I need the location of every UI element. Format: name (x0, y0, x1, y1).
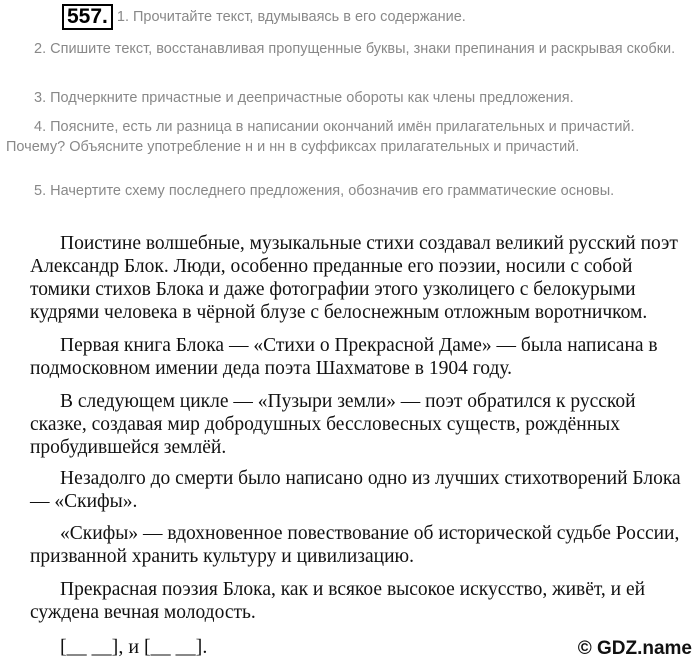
paragraph-5: «Скифы» — вдохновенное повествование об исторической судьбе России, призванной хранить культуру и цивилизацию. (30, 523, 680, 567)
task-3: 3. Подчеркните причастные и деепричастные обороты как члены предложения. (34, 90, 574, 106)
task-2: 2. Спишите текст, восстанавливая пропущенные буквы, знаки препинания и раскрывая скобки. (34, 41, 676, 57)
task-1 (6, 4, 686, 30)
paragraph-3: В следующем цикле — «Пузыри земли» — поэт обратился к русской сказке, создавая мир добродушных бессловесных существ, рождённых пробудившейся землёй. (30, 391, 636, 458)
watermark: © GDZ.name (577, 638, 692, 659)
task-text: 1. Прочитайте текст, вдумываясь в его содержание. (116, 9, 466, 25)
paragraph-6: Прекрасная поэзия Блока, как и всякое высокое искусство, живёт, и ей суждена вечная молодость. (30, 579, 646, 623)
paragraph-1: Поистине волшебные, музыкальные стихи создавал великий русский поэт Александр Блок. Люди, особенно преданные его поэзии, носили с собой томики стихов Блока и даже фотографии этого узколицего с белокурыми кудрями человека в чёрной блузе с белоснежным отложным воротничком. (30, 233, 678, 323)
task-4: 4. Поясните, есть ли разница в написании окончаний имён прилагательных и причастий. Почему? Объясните употребление н и нн в суффиксах прилагательных и причастий. (6, 119, 635, 155)
paragraph-4: Незадолго до смерти было написано одно из лучших стихотворений Блока — «Скифы». (30, 468, 681, 512)
paragraph-2: Первая книга Блока — «Стихи о Прекрасной Даме» — была написана в подмосковном имении деда поэта Шахматове в 1904 году. (30, 335, 658, 379)
task-5: 5. Начертите схему последнего предложения, обозначив его грамматические основы. (34, 183, 615, 199)
exercise-number: 557. (62, 4, 113, 30)
sentence-scheme: [__ __], и [__ __]. (60, 636, 208, 658)
